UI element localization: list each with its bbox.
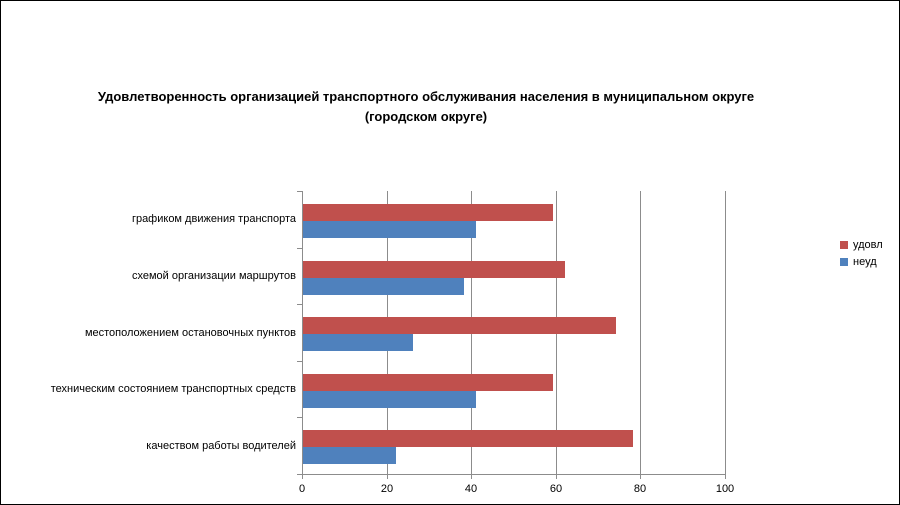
category-label-0: графиком движения транспорта: [131, 213, 296, 225]
x-axis-label-60: 60: [549, 483, 563, 495]
plot-area: [298, 191, 735, 495]
y-axis-tick-0: [297, 191, 302, 192]
chart-title: [1, 87, 851, 127]
x-axis-label-40: 40: [464, 483, 478, 495]
legend-swatch-удовл: [840, 241, 848, 249]
bar-удовл-0: [303, 204, 553, 221]
x-axis-label-100: 100: [715, 483, 735, 495]
chart-title-line2: (городском округе): [364, 109, 488, 124]
x-axis-label-80: 80: [633, 483, 647, 495]
bar-удовл-1: [303, 261, 565, 278]
category-label-4: качеством работы водителей: [146, 440, 296, 452]
bar-неуд-3: [303, 391, 476, 408]
x-axis-tick-0: [302, 474, 303, 479]
x-axis-label-0: 0: [298, 483, 306, 495]
bar-неуд-1: [303, 278, 464, 295]
y-axis-tick-4: [297, 417, 302, 418]
x-axis-tick-60: [556, 474, 557, 479]
chart-title-line1: Удовлетворенность организацией транспортного обслуживания населения в муниципальном округе: [97, 89, 755, 104]
bar-неуд-4: [303, 447, 396, 464]
legend-label-неуд: неуд: [853, 256, 877, 268]
x-axis-tick-40: [471, 474, 472, 479]
x-axis-tick-100: [725, 474, 726, 479]
y-axis-tick-1: [297, 248, 302, 249]
x-axis-line: [302, 474, 726, 475]
x-axis-label-20: 20: [380, 483, 394, 495]
y-axis-tick-2: [297, 304, 302, 305]
category-label-2: местоположением остановочных пунктов: [84, 327, 296, 339]
bar-удовл-2: [303, 317, 616, 334]
category-label-1: схемой организации маршрутов: [131, 270, 296, 282]
legend-label-удовл: удовл: [853, 239, 883, 251]
bar-неуд-2: [303, 334, 413, 351]
x-axis-tick-80: [640, 474, 641, 479]
x-axis-tick-20: [387, 474, 388, 479]
gridline-100: [725, 191, 726, 474]
gridline-80: [640, 191, 641, 474]
y-axis-tick-3: [297, 361, 302, 362]
legend-item-неуд: [840, 256, 883, 268]
legend-swatch-неуд: [840, 258, 848, 266]
legend: [840, 239, 883, 273]
y-axis-tick-5: [297, 474, 302, 475]
bar-удовл-4: [303, 430, 633, 447]
bar-неуд-0: [303, 221, 476, 238]
bar-удовл-3: [303, 374, 553, 391]
legend-item-удовл: [840, 239, 883, 251]
category-label-3: техническим состоянием транспортных средств: [50, 383, 296, 395]
